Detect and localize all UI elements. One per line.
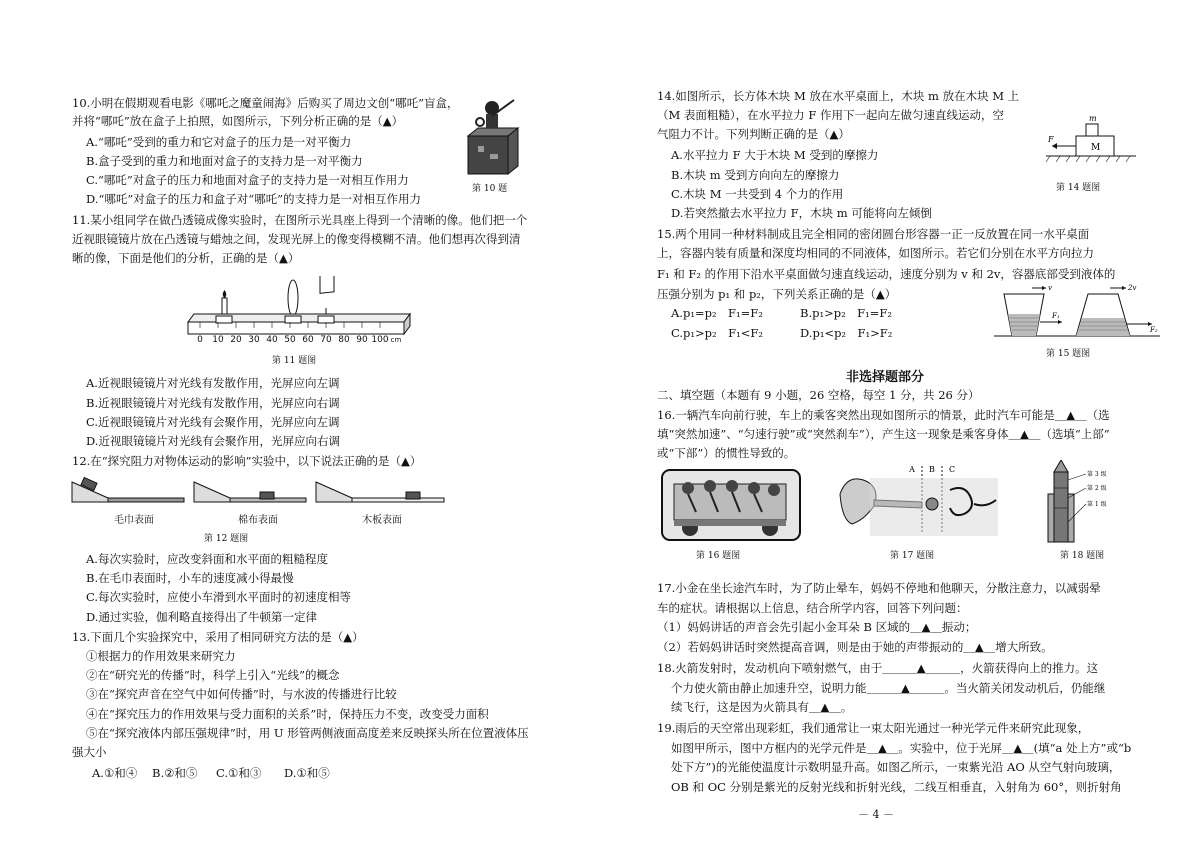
q14-option-d: D.若突然撤去水平拉力 F，木块 m 可能将向左倾倒: [671, 206, 932, 220]
q18-stage-1: 第 1 级: [1087, 501, 1107, 508]
q14-option-a: A.水平拉力 F 大于木块 M 受到的摩擦力: [671, 148, 879, 162]
q11-line-3: 晰的像，下面是他们的分析，正确的是（▲）: [72, 251, 300, 265]
q11-caption: 第 11 题图: [272, 356, 317, 366]
q14-line-1: 14.如图所示，长方体木块 M 放在水平桌面上，木块 m 放在木块 M 上: [657, 89, 1020, 103]
q14-label-M: M: [1091, 143, 1101, 153]
q19-line-2: 如图甲所示，图中方框内的光学元件是＿▲＿。实验中，位于光屏＿▲＿(填“a 处上方”或“b: [671, 741, 1132, 755]
q16-car-figure: [660, 468, 802, 542]
ruler-unit: cm: [390, 336, 402, 344]
q17-caption: 第 17 题图: [890, 551, 935, 561]
q12-option-a: A.每次实验时，应改变斜面和水平面的粗糙程度: [86, 552, 328, 566]
q14-line-3: 气阻力不计。下列判断正确的是（▲）: [657, 127, 850, 141]
q12-stem: 12.在“探究阻力对物体运动的影响”实验中，以下说法正确的是（▲）: [72, 454, 422, 468]
page-number: － 4 －: [858, 808, 894, 821]
q12-option-d: D.通过实验，伽利略直接得出了牛顿第一定律: [86, 610, 317, 624]
q15-line-3: F₁ 和 F₂ 的作用下沿水平桌面做匀速直线运动，速度分别为 v 和 2v，容器底部受到液体的: [657, 267, 1116, 281]
q13-item-4: ④在“探究压力的作用效果与受力面积的关系”时，保持压力不变，改变受力面积: [86, 707, 489, 721]
q15-line-4: 压强分别为 p₁ 和 p₂，下列关系正确的是（▲）: [657, 287, 897, 301]
q14-option-b: B.木块 m 受到方向向左的摩擦力: [671, 168, 840, 182]
q15-option-d: D.p₁<p₂ F₁>F₂: [800, 326, 893, 340]
ruler-label-0: 0: [197, 335, 203, 345]
q12-surface-wood: 木板表面: [362, 515, 402, 526]
ruler-label-10: 10: [212, 335, 224, 345]
q18-line-3: 续飞行，这是因为火箭具有＿▲＿。: [671, 700, 853, 714]
q13-option-d: D.①和⑤: [284, 766, 330, 780]
q18-stage-3: 第 3 级: [1087, 471, 1107, 478]
q11-option-c: C.近视眼镜镜片对光线有会聚作用，光屏应向左调: [86, 415, 340, 429]
q10-line-2: 并将“哪吒”放在盒子上拍照，如图所示，下列分析正确的是（▲）: [72, 114, 404, 128]
q10-option-c: C.“哪吒”对盒子的压力和地面对盒子的支持力是一对相互作用力: [86, 173, 409, 187]
q18-stage-2: 第 2 级: [1087, 485, 1107, 492]
q13-option-c: C.①和③: [216, 766, 262, 780]
q19-line-3: 处下方”)的光能使温度计示数明显升高。如图乙所示，一束紫光沿 AO 从空气射向玻璃，: [671, 760, 1121, 774]
q17-line-1: 17.小金在坐长途汽车时，为了防止晕车，妈妈不停地和他聊天，分散注意力，以减弱晕: [657, 581, 1101, 595]
q19-line-4: OB 和 OC 分别是紫光的反射光线和折射光线，二线互相垂直，入射角为 60°，则折射角: [671, 780, 1122, 794]
q14-label-F: F: [1048, 135, 1054, 144]
q15-containers-figure: [992, 280, 1162, 342]
q10-caption: 第 10 题: [472, 184, 508, 194]
q15-label-F1: F₁: [1052, 312, 1060, 320]
q14-option-c: C.木块 M 一共受到 4 个力的作用: [671, 187, 844, 201]
q10-option-a: A.“哪吒”受到的重力和它对盒子的压力是一对平衡力: [86, 135, 352, 149]
q16-line-3: 或“下部”）的惯性导致的。: [657, 446, 796, 460]
q13-item-5: ⑤在“探究液体内部压强规律”时，用 U 形管两侧液面高度差来反映探头所在位置液体压: [86, 726, 529, 740]
q15-caption: 第 15 题图: [1046, 349, 1091, 359]
section-2-heading: 二、填空题（本题有 9 小题，26 空格，每空 1 分，共 26 分）: [657, 388, 980, 402]
ruler-label-50: 50: [284, 335, 296, 345]
q17-sub-1: （1）妈妈讲话的声音会先引起小金耳朵 B 区域的＿▲＿振动；: [657, 620, 977, 634]
q13-item-5-cont: 强大小: [72, 745, 107, 759]
q12-surface-towel: 毛巾表面: [114, 515, 154, 526]
q11-option-d: D.近视眼镜镜片对光线有会聚作用，光屏应向右调: [86, 434, 340, 448]
q14-caption: 第 14 题图: [1056, 183, 1101, 193]
q10-line-1: 10.小明在假期观看电影《哪吒之魔童闹海》后购买了周边文创“哪吒”盲盒，: [72, 96, 459, 110]
q10-option-d: D.“哪吒”对盒子的压力和盒子对“哪吒”的支持力是一对相互作用力: [86, 192, 421, 206]
q11-optical-bench: [180, 276, 420, 348]
q18-line-2: 个力使火箭由静止加速升空，说明力能＿＿＿▲＿＿＿。当火箭关闭发动机后，仍能继: [671, 681, 1106, 695]
q13-item-3: ③在“探究声音在空气中如何传播”时，与水波的传播进行比较: [86, 687, 397, 701]
q19-line-1: 19.雨后的天空常出现彩虹，我们通常让一束太阳光通过一种光学元件来研究此现象，: [657, 721, 1090, 735]
q16-line-1: 16.一辆汽车向前行驶，车上的乘客突然出现如图所示的情景，此时汽车可能是＿▲＿（选: [657, 408, 1110, 422]
q17-label-b: B: [929, 465, 935, 474]
q11-line-1: 11.某小组同学在做凸透镜成像实验时，在图所示光具座上得到一个清晰的像。他们把一个: [72, 213, 528, 227]
ruler-label-20: 20: [230, 335, 242, 345]
q17-line-2: 车的症状。请根据以上信息，结合所学内容，回答下列问题：: [657, 601, 968, 615]
q13-stem: 13.下面几个实验探究中，采用了相同研究方法的是（▲）: [72, 630, 364, 644]
q14-line-2: （M 表面粗糙），在水平拉力 F 作用下一起向左做匀速直线运动，空: [657, 108, 1004, 122]
q11-line-2: 近视眼镜镜片放在凸透镜与蜡烛之间，发现光屏上的像变得模糊不清。他们想再次得到清: [72, 232, 521, 246]
q15-line-1: 15.两个用同一种材料制成且完全相同的密闭圆台形容器一正一反放置在同一水平桌面: [657, 227, 1090, 241]
q12-ramps-figure: [70, 476, 450, 510]
q11-option-a: A.近视眼镜镜片对光线有发散作用，光屏应向左调: [86, 376, 340, 390]
q11-option-b: B.近视眼镜镜片对光线有发散作用，光屏应向右调: [86, 396, 340, 410]
q14-blocks-figure: [1040, 112, 1140, 164]
q13-option-a: A.①和④: [92, 766, 138, 780]
q12-surface-cotton: 棉布表面: [238, 515, 278, 526]
q10-option-b: B.盒子受到的重力和地面对盒子的支持力是一对平衡力: [86, 154, 363, 168]
q15-label-v: v: [1048, 284, 1052, 292]
q15-option-b: B.p₁>p₂ F₁=F₂: [800, 306, 892, 320]
ruler-label-70: 70: [320, 335, 332, 345]
q12-option-c: C.每次实验时，应使小车滑到水平面时的初速度相等: [86, 590, 352, 604]
q18-line-1: 18.火箭发射时，发动机向下喷射燃气，由于＿＿＿▲＿＿＿，火箭获得向上的推力。这: [657, 661, 1099, 675]
q16-line-2: 填“突然加速”、“匀速行驶”或“突然刹车”），产生这一现象是乘客身体＿▲＿（选填“上部”: [657, 427, 1110, 441]
q12-option-b: B.在毛巾表面时，小车的速度减小得最慢: [86, 571, 294, 585]
q13-option-b: B.②和⑤: [152, 766, 198, 780]
q15-label-F2: F₂: [1150, 326, 1158, 334]
q18-caption: 第 18 题图: [1060, 551, 1105, 561]
q18-rocket-figure: [1040, 460, 1130, 546]
section-title: 非选择题部分: [846, 370, 925, 385]
q13-item-2: ②在“研究光的传播”时，科学上引入“光线”的概念: [86, 668, 340, 682]
q15-line-2: 上，容器内装有质量和深度均相同的不同液体，如图所示。若它们分别在水平方向拉力: [657, 246, 1094, 260]
q17-sub-2: （2）若妈妈讲话时突然提高音调，则是由于她的声带振动的＿▲＿增大所致。: [657, 640, 1053, 654]
q15-option-a: A.p₁=p₂ F₁=F₂: [671, 306, 763, 320]
q15-label-2v: 2v: [1128, 284, 1137, 292]
ruler-label-40: 40: [266, 335, 278, 345]
q15-option-c: C.p₁>p₂ F₁<F₂: [671, 326, 763, 340]
ruler-label-90: 90: [356, 335, 368, 345]
q17-label-a: A: [909, 465, 915, 474]
q14-label-m: m: [1089, 114, 1097, 123]
q13-item-1: ①根据力的作用效果来研究力: [86, 649, 236, 663]
ruler-label-80: 80: [338, 335, 350, 345]
q10-figure: [462, 96, 522, 178]
q17-ear-figure: [834, 464, 1004, 544]
q17-label-c: C: [948, 465, 956, 474]
ruler-label-30: 30: [248, 335, 260, 345]
q16-caption: 第 16 题图: [696, 551, 741, 561]
ruler-label-100: 100: [371, 335, 389, 345]
right-column: [600, 0, 1200, 848]
q12-caption: 第 12 题图: [204, 534, 249, 544]
ruler-label-60: 60: [302, 335, 314, 345]
